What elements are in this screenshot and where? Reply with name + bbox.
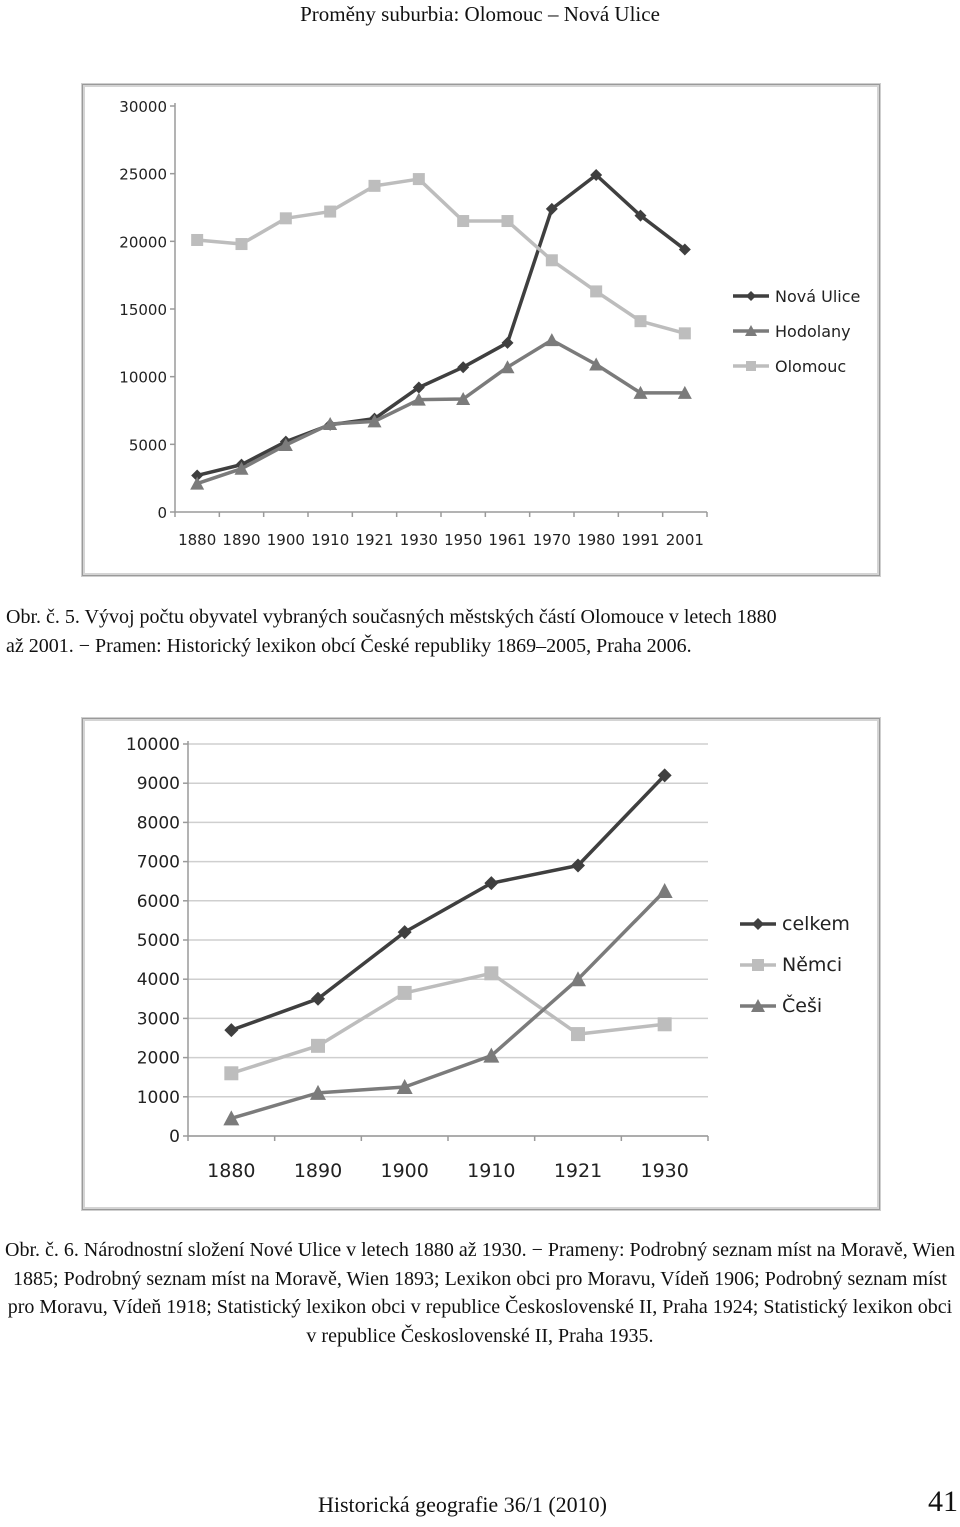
data-point-nemci [484, 966, 498, 980]
running-title: Proměny suburbia: Olomouc – Nová Ulice [300, 2, 660, 26]
legend-marker-nemci [752, 959, 764, 971]
legend-label-nova-ulice: Nová Ulice [775, 287, 861, 306]
x-tick-label: 1961 [488, 531, 527, 549]
data-point-olomouc [457, 215, 469, 227]
x-tick-label: 1890 [293, 1160, 343, 1182]
data-point-olomouc [635, 315, 647, 327]
figure-nationality-chart [82, 718, 880, 1210]
figure-5-caption-line-1: Obr. č. 5. Vývoj počtu obyvatel vybraných současných městských částí Olomouce v letech 1880 [6, 606, 777, 628]
y-tick-label: 0 [157, 504, 167, 522]
data-point-nemci [224, 1066, 238, 1080]
data-point-olomouc [191, 234, 203, 246]
data-point-nemci [658, 1017, 672, 1031]
legend-label-celkem: celkem [782, 913, 850, 935]
x-tick-label: 2001 [665, 531, 704, 549]
y-tick-label: 4000 [136, 970, 180, 991]
data-point-olomouc [280, 212, 292, 224]
x-tick-label: 1921 [553, 1160, 603, 1182]
data-point-nemci [311, 1039, 325, 1053]
x-tick-label: 1921 [355, 531, 394, 549]
x-tick-label: 1950 [444, 531, 483, 549]
x-tick-label: 1910 [311, 531, 350, 549]
data-point-hodolany [589, 357, 603, 370]
figure-5-caption [0, 603, 960, 660]
x-tick-label: 1930 [399, 531, 438, 549]
page-number: 41 [928, 1485, 958, 1518]
y-tick-label: 30000 [119, 98, 167, 116]
data-point-olomouc [369, 180, 381, 192]
population-line-chart [83, 85, 879, 575]
legend-label-cesi: Češi [782, 995, 823, 1017]
y-tick-label: 0 [169, 1127, 180, 1147]
series-line-cesi [231, 891, 664, 1118]
y-tick-label: 9000 [136, 774, 180, 795]
y-tick-label: 1000 [136, 1087, 180, 1108]
journal-footer: Historická geografie 36/1 (2010) [318, 1492, 607, 1517]
y-tick-label: 5000 [128, 436, 167, 455]
data-point-olomouc [324, 206, 336, 218]
y-tick-label: 25000 [119, 165, 167, 184]
legend-label-hodolany: Hodolany [775, 322, 851, 341]
data-point-olomouc [502, 215, 514, 227]
data-point-olomouc [236, 238, 248, 250]
legend-marker-olomouc [746, 361, 756, 371]
figure-5-caption-line-2: až 2001. − Pramen: Historický lexikon obcí České republiky 1869–2005, Praha 2006. [6, 634, 692, 657]
legend-marker-nova-ulice [746, 291, 756, 301]
data-point-celkem [484, 876, 498, 890]
data-point-hodolany [545, 333, 559, 346]
data-point-olomouc [679, 327, 691, 339]
legend-label-nemci: Němci [782, 954, 843, 976]
legend-label-olomouc: Olomouc [775, 357, 847, 376]
data-point-olomouc [413, 173, 425, 185]
series-line-hodolany [197, 340, 685, 483]
x-tick-label: 1900 [380, 1160, 429, 1182]
y-tick-label: 6000 [136, 891, 180, 912]
y-tick-label: 10000 [119, 368, 167, 387]
x-tick-label: 1930 [640, 1160, 689, 1182]
data-point-cesi [657, 883, 673, 898]
x-tick-label: 1910 [467, 1160, 516, 1182]
y-tick-label: 8000 [136, 813, 180, 834]
x-tick-label: 1880 [207, 1160, 256, 1182]
y-tick-label: 5000 [136, 931, 180, 951]
series-line-olomouc [197, 179, 685, 333]
data-point-nemci [398, 986, 412, 1000]
data-point-olomouc [546, 254, 558, 266]
y-tick-label: 10000 [125, 735, 180, 755]
y-tick-label: 7000 [136, 852, 180, 873]
x-tick-label: 1991 [621, 531, 660, 549]
y-tick-label: 3000 [136, 1009, 180, 1030]
nationality-line-chart [83, 719, 879, 1209]
x-tick-label: 1880 [178, 531, 217, 549]
series-line-nova-ulice [197, 175, 685, 475]
x-tick-label: 1900 [266, 531, 305, 549]
figure-6-caption: Obr. č. 6. Národnostní složení Nové Ulice v letech 1880 až 1930. − Prameny: Podrobný seznam míst na Moravě, Wien 1885; Podrobný seznam míst na Moravě, Wien 1893; Lexikon obci pro Moravu, Vídeň 1906; Podrobný seznam míst pro Moravu, Vídeň 1918; Statistický lexikon obci v republice Československé II, Praha 1924; Statistický lexikon obci v republice Československé II, Praha 1935. [5, 1239, 955, 1347]
data-point-hodolany [501, 360, 515, 373]
x-tick-label: 1890 [222, 531, 261, 549]
data-point-nemci [571, 1027, 585, 1041]
x-tick-label: 1980 [577, 531, 616, 549]
data-point-olomouc [590, 285, 602, 297]
y-tick-label: 2000 [136, 1048, 180, 1069]
series-line-celkem [231, 775, 664, 1030]
x-tick-label: 1970 [532, 531, 571, 549]
legend-marker-celkem [752, 918, 764, 930]
y-tick-label: 15000 [119, 301, 167, 319]
y-tick-label: 20000 [119, 233, 167, 252]
figure-population-chart [82, 84, 880, 576]
data-point-celkem [224, 1023, 238, 1037]
